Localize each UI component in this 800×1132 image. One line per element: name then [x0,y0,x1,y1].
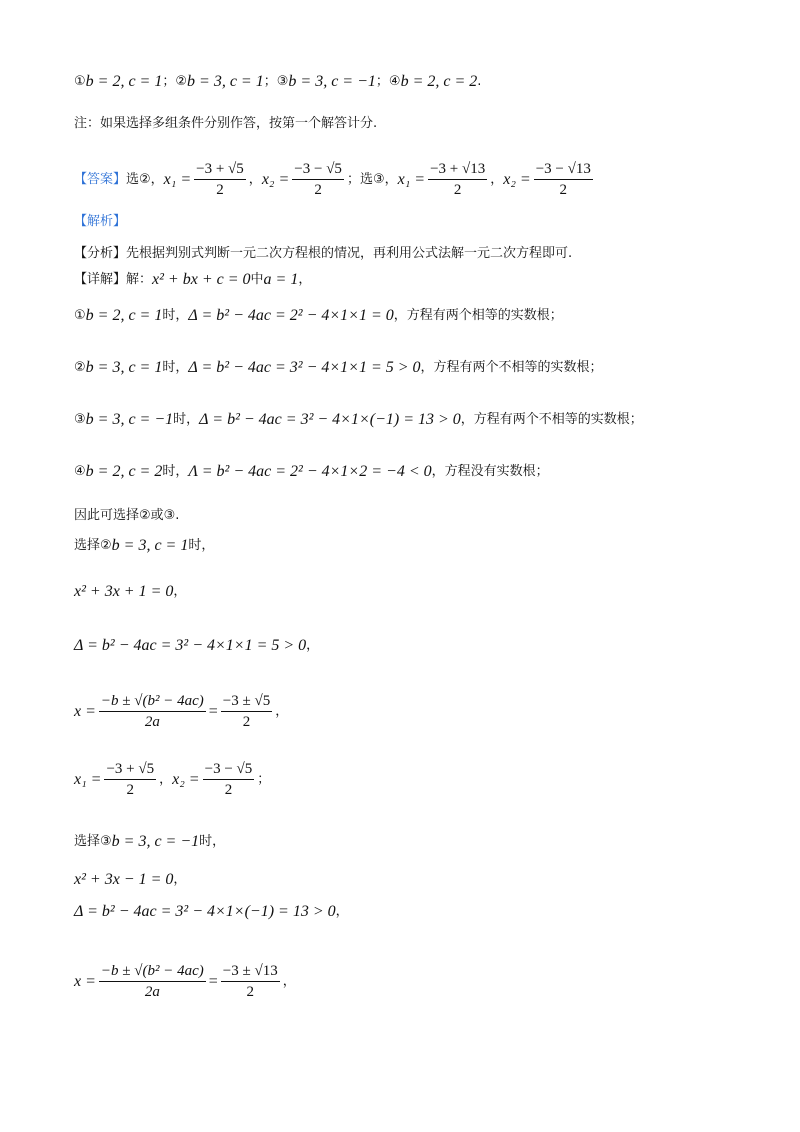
semi: ； [257,771,271,787]
case-disc: Λ = b² − 4ac = 2² − 4×1×2 = −4 < 0 [188,463,432,480]
case-result: ，方程有两个相等的实数根； [393,308,563,323]
denominator: 2 [224,782,233,798]
punct: ， [173,584,187,599]
answer-3-x1-fraction [428,160,487,199]
numerator: −3 − √13 [534,160,593,180]
denominator: 2 [314,182,322,198]
result-fraction [221,962,280,1001]
numerator: −3 + √5 [194,160,246,180]
pick-2: 选②， [126,171,164,187]
denominator: 2a [144,984,160,1000]
case-4 [74,462,549,482]
numerator: −3 ± √5 [221,692,272,712]
sel2-roots [74,760,270,799]
x1-lhs: x₁ = [397,170,426,188]
equals: = [208,972,218,990]
case-cond: b = 2, c = 2 [85,463,163,480]
denominator: 2 [242,714,251,730]
punct: ， [275,703,289,719]
sep: ； [162,74,176,89]
sel-cond: b = 3, c = −1 [111,833,200,850]
fenxi-text: 先根据判别式判断一元二次方程根的情况，再利用公式法解一元二次方程即可. [126,246,573,261]
equation: x² + 3x − 1 = 0 [74,871,174,888]
denominator: 2a [144,714,160,730]
sel-cond: b = 3, c = 1 [111,537,189,554]
cond-1-mark: ① [74,74,86,89]
discriminant: Δ = b² − 4ac = 3² − 4×1×1 = 5 > 0 [74,637,307,654]
case-shi: 时， [162,360,189,375]
case-disc: Δ = b² − 4ac = 3² − 4×1×1 = 5 > 0 [188,359,421,376]
discriminant: Δ = b² − 4ac = 3² − 4×1×(−1) = 13 > 0 [74,903,336,920]
result-fraction [221,692,272,731]
sel2-heading [74,536,214,556]
comma: ， [159,771,173,787]
sep: ； [263,74,277,89]
cond-1-expr: b = 2, c = 1 [85,73,163,90]
answer-tag: 【答案】 [74,171,127,187]
sel-shi: 时， [199,834,226,849]
denominator: 2 [559,182,568,198]
case-3 [74,410,643,430]
numerator: −3 ± √13 [221,962,280,982]
equals: = [208,702,218,720]
answer-2-x2-fraction [292,160,344,199]
case-shi: 时， [173,412,200,427]
sel3-discriminant [74,902,349,922]
analysis-tag: 【解析】 [74,214,127,229]
numerator: −3 + √5 [104,760,156,780]
x2-lhs: x₂ = [503,170,531,188]
quadratic-formula-fraction [99,692,206,731]
punct: ， [306,638,320,653]
semi: ； [346,171,360,187]
case-mark: ② [74,360,86,375]
case-mark: ① [74,308,86,323]
sel2-equation [74,582,186,602]
x2-lhs: x₂ = [172,770,200,788]
equation: x² + 3x + 1 = 0 [74,583,174,600]
quadratic-formula-fraction [99,962,206,1001]
x1-lhs: x₁ = [163,170,192,188]
case-mark: ③ [74,412,86,427]
denominator: 2 [216,182,224,198]
cond-3-expr: b = 3, c = −1 [288,73,376,90]
pick-3: 选③， [359,171,398,187]
conclusion: 因此可选择②或③. [74,508,180,523]
sel-shi: 时， [188,538,215,553]
sel3-heading [74,832,225,852]
punct: ， [282,973,296,989]
cond-2-mark: ② [175,74,188,89]
end: . [477,74,482,89]
case-mark: ④ [74,464,86,479]
cond-4-mark: ④ [388,74,401,89]
answer-line [74,160,596,199]
case-disc: Δ = b² − 4ac = 3² − 4×1×(−1) = 13 > 0 [199,411,461,428]
xiangjie-line [74,270,311,290]
x2-fraction [203,760,255,799]
cond-3-mark: ③ [276,74,289,89]
xiangjie-text: 解： [126,272,153,287]
sel3-equation [74,870,186,890]
case-result: ，方程没有实数根； [431,464,549,479]
numerator: −3 + √13 [428,160,487,180]
comma: ， [490,171,504,187]
denominator: 2 [126,782,135,798]
case-result: ，方程有两个不相等的实数根； [460,412,643,427]
denominator: 2 [246,984,255,1000]
x-lhs: x = [74,702,96,720]
case-result: ，方程有两个不相等的实数根； [420,360,603,375]
fenxi-line [74,244,572,264]
numerator: −3 − √5 [203,760,255,780]
comma: ， [248,171,262,187]
fenxi-tag: 【分析】 [74,246,127,261]
conditions-line [74,72,481,92]
sep: ； [375,74,389,89]
case-1 [74,306,563,326]
case-cond: b = 2, c = 1 [85,307,163,324]
zhong: 中 [250,272,264,287]
a-value: a = 1 [263,271,299,288]
case-2 [74,358,603,378]
answer-2-x1-fraction [194,160,246,199]
case-disc: Δ = b² − 4ac = 2² − 4×1×1 = 0 [188,307,394,324]
case-cond: b = 3, c = 1 [85,359,163,376]
case-shi: 时， [162,308,189,323]
numerator: −b ± √(b² − 4ac) [99,692,206,712]
x2-lhs: x₂ = [261,170,290,188]
x1-lhs: x₁ = [74,770,102,788]
answer-3-x2-fraction [534,160,593,199]
equation: x² + bx + c = 0 [152,271,251,288]
punct: ， [173,872,187,887]
note: 注：如果选择多组条件分别作答，按第一个解答计分. [74,116,378,131]
cond-2-expr: b = 3, c = 1 [187,73,264,90]
numerator: −3 − √5 [292,160,344,180]
sel-label: 选择③ [74,834,112,849]
cond-4-expr: b = 2, c = 2 [400,73,478,90]
denominator: 2 [453,182,462,198]
sel3-formula [74,962,296,1001]
sel2-formula [74,692,288,731]
sel2-discriminant [74,636,319,656]
comma: ， [298,272,312,287]
case-shi: 时， [162,464,189,479]
case-cond: b = 3, c = −1 [85,411,174,428]
xiangjie-tag: 【详解】 [74,272,127,287]
numerator: −b ± √(b² − 4ac) [99,962,206,982]
x-lhs: x = [74,972,96,990]
punct: ， [335,904,349,919]
x1-fraction [104,760,156,799]
sel-label: 选择② [74,538,112,553]
